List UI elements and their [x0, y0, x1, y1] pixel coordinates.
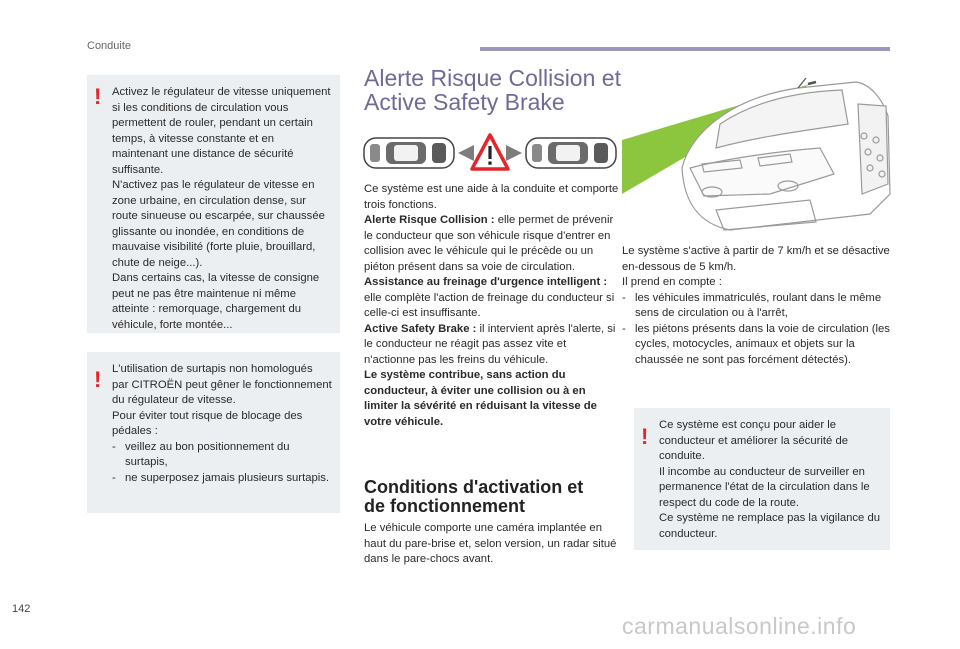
- list-item: [622, 322, 892, 369]
- list-item-text: les véhicules immatriculés, roulant dans le même sens de circulation ou à l'arrêt,: [635, 291, 882, 319]
- feature-paragraph: [364, 322, 620, 369]
- feature-text: il intervient après l'alerte, si le conducteur ne réagit pas assez vite et n'actionne pas les freins du véhicule.: [364, 322, 616, 366]
- warning-text: Pour éviter tout risque de blocage des pédales :: [112, 409, 303, 437]
- warning-text: Activez le régulateur de vitesse uniquement si les conditions de circulation vous permettent de rouler, pendant un certain temps, à vitesse constante et en maintenant une distance de sécurité suffisante.: [112, 86, 331, 176]
- dash-bullet: -: [112, 440, 116, 453]
- warning-text: N'activez pas le régulateur de vitesse en zone urbaine, en circulation dense, sur route sinueuse ou escarpée, sur chaussée glissante ou inondée, en conditions de mauvaise visibilité (forte pluie, brouillard, chute de neige...).: [112, 179, 325, 269]
- warning-text: L'utilisation de surtapis non homologués par CITROËN peut gêner le fonctionnement du régulateur de vitesse.: [112, 363, 332, 406]
- feature-label: Alerte Risque Collision :: [364, 214, 495, 226]
- dash-bullet: -: [622, 291, 626, 304]
- dash-bullet: -: [622, 322, 626, 335]
- warning-text: Il incombe au conducteur de surveiller en permanence l'état de la circulation dans le respect du code de la route.: [659, 465, 870, 509]
- feature-text: elle permet de prévenir le conducteur que son véhicule risque d'entrer en collision avec le véhicule qui le précède ou un piéton présent dans sa voie de circulation.: [364, 214, 614, 273]
- page-title-line1: Alerte Risque Collision et: [364, 65, 621, 91]
- header-bar: [480, 47, 890, 51]
- collision-warning-illustration: [360, 132, 620, 174]
- dash-bullet: -: [112, 471, 116, 484]
- warning-box-floor-mats: [87, 352, 340, 513]
- list-item: [622, 291, 892, 322]
- activation-text: Le système s'active à partir de 7 km/h et se désactive en-dessous de 5 km/h.: [622, 245, 890, 273]
- page-number: 142: [12, 603, 31, 615]
- rear-car-icon: [364, 138, 454, 168]
- warning-box-cruise-control: [87, 75, 340, 333]
- conclusion-text: Le système contribue, sans action du conducteur, à éviter une collision ou à en limiter la sévérité en réduisant la vitesse de votre véhicule.: [364, 369, 597, 428]
- list-item: [112, 471, 332, 487]
- feature-text: elle complète l'action de freinage du conducteur si celle-ci est insuffisante.: [364, 291, 615, 319]
- section-label: Conduite: [87, 40, 132, 52]
- section-title: [364, 478, 583, 516]
- feature-label: Active Safety Brake :: [364, 322, 477, 335]
- car-drawing: [682, 78, 890, 230]
- section-title-line1: Conditions d'activation et: [364, 477, 584, 497]
- warning-box-driver-responsibility: [634, 408, 890, 550]
- warning-text: Ce système ne remplace pas la vigilance du conducteur.: [659, 512, 881, 540]
- feature-paragraph: [364, 275, 620, 322]
- warning-icon: !: [94, 367, 102, 392]
- section-title-line2: de fonctionnement: [364, 496, 525, 516]
- list-item: [112, 440, 332, 471]
- list-item-text: les piétons présents dans la voie de circulation (les cycles, motocycles, animaux et objets sur la chaussée ne sont pas forcément détectés).: [635, 322, 890, 366]
- activation-conditions: [622, 244, 892, 368]
- camera-description: [364, 521, 622, 568]
- warning-icon: !: [94, 84, 102, 109]
- warning-text: Dans certains cas, la vitesse de consigne peut ne pas être maintenue ni même atteinte : remorquage, chargement du véhicule, forte montée...: [112, 272, 320, 331]
- camera-text: Le véhicule comporte une caméra implantée en haut du pare-brise et, selon version, un radar situé dans le pare-chocs avant.: [364, 522, 617, 565]
- car-camera-illustration: [620, 64, 892, 242]
- list-item-text: veillez au bon positionnement du surtapis,: [125, 440, 290, 468]
- feature-description: [364, 182, 620, 430]
- feature-paragraph: [364, 213, 620, 275]
- list-item-text: ne superposez jamais plusieurs surtapis.: [125, 471, 330, 484]
- watermark: carmanualsonline.info: [622, 613, 857, 639]
- intro-text: Ce système est une aide à la conduite et comporte trois fonctions.: [364, 183, 619, 211]
- page-title: [364, 66, 621, 114]
- page-title-line2: Active Safety Brake: [364, 89, 565, 115]
- front-car-icon: [526, 138, 616, 168]
- feature-label: Assistance au freinage d'urgence intelligent :: [364, 276, 608, 288]
- warning-triangle-icon: [458, 135, 522, 169]
- warning-icon: !: [641, 424, 649, 449]
- activation-text: Il prend en compte :: [622, 276, 722, 288]
- warning-text: Ce système est conçu pour aider le conducteur et améliorer la sécurité de conduite.: [659, 419, 849, 462]
